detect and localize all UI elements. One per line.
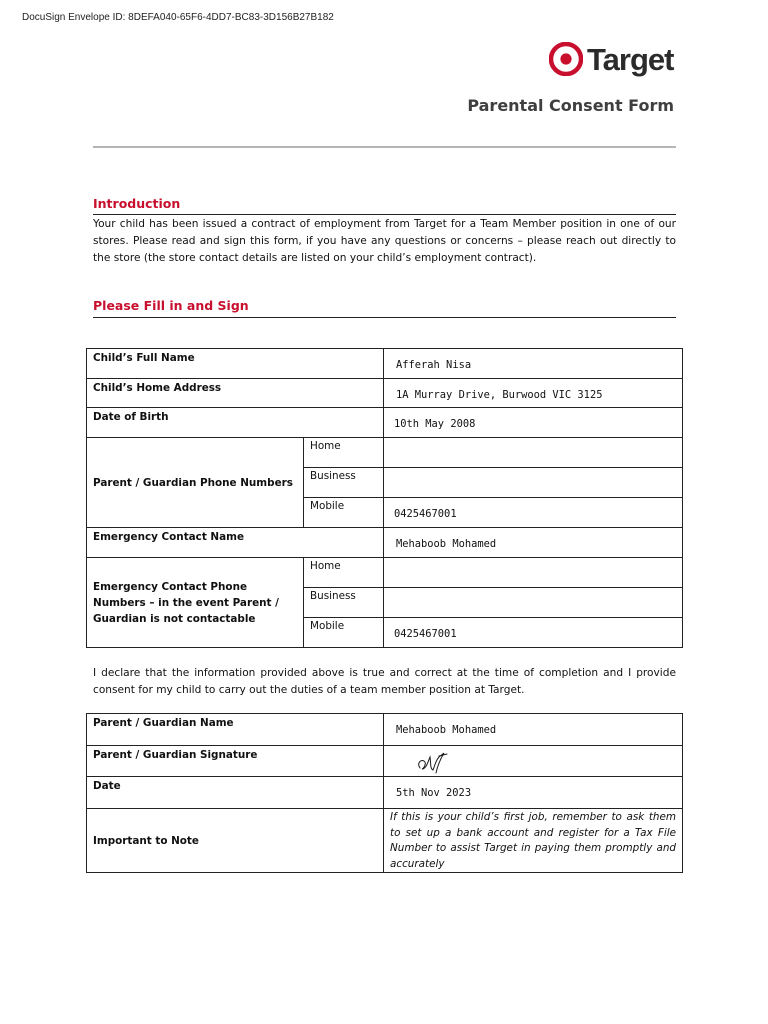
- date-label: Date: [87, 777, 384, 809]
- parent-mobile-label: Mobile: [304, 498, 384, 528]
- parent-home-phone-value: [384, 438, 682, 448]
- handwritten-signature: [414, 748, 454, 776]
- table-row: [87, 809, 683, 873]
- fill-and-sign-heading: Please Fill in and Sign: [93, 298, 249, 313]
- parent-home-label: Home: [304, 438, 384, 468]
- target-logo: [549, 42, 673, 76]
- table-row: [87, 438, 683, 468]
- child-full-name-label: Child’s Full Name: [87, 349, 384, 379]
- guardian-name-value: Mehaboob Mohamed: [396, 724, 497, 736]
- emergency-mobile-label: Mobile: [304, 618, 384, 648]
- emergency-mobile-phone-field[interactable]: [384, 618, 683, 648]
- parent-mobile-phone-value: 0425467001: [394, 508, 457, 520]
- fill-and-sign-divider: [93, 317, 676, 318]
- introduction-text: Your child has been issued a contract of employment from Target for a Team Member position in one of our stores. Please read and sign this form, if you have any questions or concerns – please reach out directly to the store (the store contact details are listed on your child’s employment contract).: [93, 218, 676, 264]
- date-value: 5th Nov 2023: [396, 787, 472, 799]
- table-row: [87, 379, 683, 408]
- docusign-envelope-id: DocuSign Envelope ID: 8DEFA040-65F6-4DD7-BC83-3D156B27B182: [22, 12, 334, 23]
- parent-business-phone-field[interactable]: [384, 468, 683, 498]
- date-of-birth-label: Date of Birth: [87, 408, 384, 438]
- emergency-home-phone-value: [384, 558, 682, 568]
- child-home-address-label: Child’s Home Address: [87, 379, 384, 408]
- table-row: [87, 349, 683, 379]
- title-divider: [93, 146, 676, 148]
- emergency-business-label: Business: [304, 588, 384, 618]
- parent-phone-numbers-label: Parent / Guardian Phone Numbers: [87, 438, 304, 528]
- emergency-home-label: Home: [304, 558, 384, 588]
- table-row: [87, 558, 683, 588]
- parent-business-phone-value: [384, 468, 682, 478]
- table-row: [87, 714, 683, 746]
- emergency-business-phone-field[interactable]: [384, 588, 683, 618]
- table-row: [87, 777, 683, 809]
- table-row: [87, 528, 683, 558]
- date-field[interactable]: [384, 777, 683, 809]
- declaration-text: I declare that the information provided above is true and correct at the time of completion and I provide consent for my child to carry out the duties of a team member position at Target.: [93, 667, 676, 696]
- child-home-address-field[interactable]: [384, 379, 683, 408]
- child-home-address-value: 1A Murray Drive, Burwood VIC 3125: [396, 389, 603, 401]
- important-note-label: Important to Note: [87, 809, 384, 873]
- table-row: [87, 746, 683, 777]
- page-title: Parental Consent Form: [467, 96, 674, 115]
- child-full-name-value: Afferah Nisa: [396, 359, 472, 371]
- emergency-contact-name-label: Emergency Contact Name: [87, 528, 384, 558]
- child-full-name-field[interactable]: [384, 349, 683, 379]
- parent-business-label: Business: [304, 468, 384, 498]
- target-bullseye-icon: [549, 42, 583, 76]
- emergency-contact-name-field[interactable]: [384, 528, 683, 558]
- guardian-signature-field[interactable]: [384, 746, 683, 777]
- guardian-table: [86, 713, 683, 873]
- target-wordmark: Target: [587, 41, 674, 77]
- parent-home-phone-field[interactable]: [384, 438, 683, 468]
- emergency-home-phone-field[interactable]: [384, 558, 683, 588]
- date-of-birth-value: 10th May 2008: [394, 418, 476, 430]
- guardian-name-label: Parent / Guardian Name: [87, 714, 384, 746]
- introduction-divider: [93, 214, 676, 215]
- emergency-mobile-phone-value: 0425467001: [394, 628, 457, 640]
- date-of-birth-field[interactable]: [384, 408, 683, 438]
- guardian-signature-label: Parent / Guardian Signature: [87, 746, 384, 777]
- emergency-contact-name-value: Mehaboob Mohamed: [396, 538, 497, 550]
- table-row: [87, 408, 683, 438]
- child-details-table: [86, 348, 683, 648]
- parent-mobile-phone-field[interactable]: [384, 498, 683, 528]
- introduction-heading: Introduction: [93, 196, 181, 211]
- guardian-name-field[interactable]: [384, 714, 683, 746]
- important-note-text: If this is your child’s first job, remember to ask them to set up a bank account and register for a Tax File Number to assist Target in paying them promptly and accurately: [384, 809, 683, 873]
- emergency-phone-numbers-label: Emergency Contact Phone Numbers – in the event Parent / Guardian is not contactable: [87, 558, 304, 648]
- emergency-business-phone-value: [384, 588, 682, 598]
